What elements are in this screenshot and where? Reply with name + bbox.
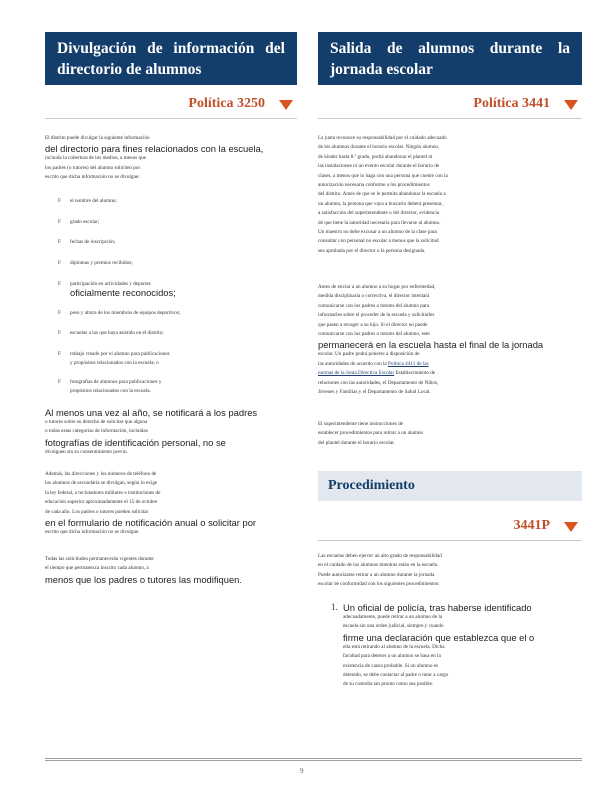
procedure-title: Procedimiento xyxy=(328,478,415,493)
text-line: o tutores sobre su derecho de solicitar que alguna xyxy=(45,419,148,425)
text-line: medida disciplinaria o correctiva, el director intentará xyxy=(318,293,430,300)
text-line: comunicarse con los padres o tutores del alumno, este xyxy=(318,331,430,338)
text-line: sea aprobada por el director o la persona designada. xyxy=(318,247,426,254)
text-line: Jóvenes y Familias y el Departamento de Salud Local. xyxy=(318,389,431,396)
left-paragraph-1 xyxy=(45,134,297,183)
left-title-line2: directorio de alumnos xyxy=(57,61,202,78)
right-section-title xyxy=(318,32,582,85)
right-paragraph-4 xyxy=(318,552,582,590)
list-item-text: grado escolar; xyxy=(70,219,100,225)
bullet-icon: F xyxy=(58,239,61,245)
text-line: el tiempo que permanezca inscrito cada alumno, a xyxy=(45,565,149,572)
list-item xyxy=(58,350,297,370)
text-line: a satisfacción del superintendente o del director, evidencia xyxy=(318,210,440,217)
left-paragraph-2 xyxy=(45,407,297,457)
text-line: en el cuidado de los alumnos mientras están en la escuela. xyxy=(318,562,439,569)
text-line: de kínder hasta 8.º grado, podrá abandonar el plantel ni xyxy=(318,153,433,160)
text-line: del distrito. Antes de que se le permita abandonar la escuela a xyxy=(318,191,446,198)
list-item-text: el nombre del alumno; xyxy=(70,198,117,204)
list-item-text: propósitos relacionados con la escuela. xyxy=(70,388,151,394)
text-line: El distrito puede divulgar la siguiente información xyxy=(45,135,150,141)
text-line: Al menos una vez al año, se notificará a los padres xyxy=(45,407,258,418)
list-item-text: fechas de inscripción; xyxy=(70,239,116,245)
left-section-title xyxy=(45,32,297,85)
text-line: Las escuelas deben ejercer un alto grado de responsabilidad xyxy=(318,553,442,559)
text-line: escrito que dicha información no se divulgue: xyxy=(45,174,140,181)
list-item-text: diplomas y premios recibidos; xyxy=(70,260,133,266)
text-line: de los alumnos durante el horario escolar. Ningún alumno, xyxy=(318,144,440,151)
text-line: ella está retirando al alumno de la escuela. Dicha xyxy=(343,643,445,650)
right-title-line1: Salida de alumnos durante la xyxy=(330,40,570,57)
text-line: divulguen sin su consentimiento previo. xyxy=(45,448,128,455)
text-line: permanecerá en la escuela hasta el final de la jornada xyxy=(318,339,544,351)
text-line: autorización necesaria conforme a los procedimientos xyxy=(318,182,430,189)
text-line: o todas estas categorías de información, incluidas xyxy=(45,428,148,435)
text-line: las instalaciones ni un evento escolar durante el horario de xyxy=(318,163,440,170)
right-policy-header xyxy=(318,94,582,119)
text-line: firme una declaración que establezca que el o xyxy=(343,631,535,643)
text-line: clases, a menos que lo haga con una persona que cuente con la xyxy=(318,172,448,179)
text-line: escrito que dicha información no se divulgue. xyxy=(45,529,140,536)
text-span: las autoridades de acuerdo con la xyxy=(318,360,389,367)
text-line xyxy=(318,369,582,378)
text-line: que pasen a recoger a su hijo. Si el director no puede xyxy=(318,321,428,328)
list-item-text: oficialmente reconocidos; xyxy=(70,287,176,298)
bullet-icon: F xyxy=(58,330,61,336)
text-line: los padres (o tutores) del alumno soliciten por xyxy=(45,164,141,171)
procedure-header xyxy=(318,471,582,501)
list-item-text: fotografías de alumnos para publicaciones y xyxy=(70,379,162,385)
text-line xyxy=(318,360,582,369)
text-line: de que tiene la autoridad necesaria para llevarse al alumno. xyxy=(318,219,441,226)
text-line: escolar de conformidad con los siguientes procedimientos: xyxy=(318,581,440,588)
text-line: fotografías de identificación personal, no se xyxy=(45,436,226,448)
bullet-icon: F xyxy=(58,219,61,225)
policy-number: 3441 xyxy=(522,96,550,111)
text-line: en el formulario de notificación anual o solicitar por xyxy=(45,517,257,529)
right-policy-label xyxy=(473,94,550,114)
text-line: comunicarse con los padres o tutores del alumno para xyxy=(318,302,430,309)
text-line: consultar con personal no escolar a menos que la solicitud xyxy=(318,238,439,245)
policy-4411-link[interactable]: Política 4411 de las xyxy=(388,360,429,367)
text-line: de cada año. Los padres o tutores pueden solicitar xyxy=(45,508,149,515)
board-rules-link[interactable]: normas de la Junta Directiva Escolar xyxy=(318,370,395,377)
triangle-down-icon xyxy=(564,522,578,532)
list-item-text: escuelas a las que haya asistido en el distrito; xyxy=(70,330,164,336)
text-line: El superintendente tiene instrucciones de xyxy=(318,421,403,427)
text-line: relaciones con las autoridades, el Departamento de Niños, xyxy=(318,379,439,386)
text-line: menos que los padres o tutores las modifiquen. xyxy=(45,573,242,585)
procedure-number: 3441P xyxy=(513,518,550,533)
bullet-icon: F xyxy=(58,379,61,385)
footer-rule xyxy=(45,758,582,759)
text-line: del plantel durante el horario escolar. xyxy=(318,439,395,446)
text-span: Establecimiento de xyxy=(394,370,436,377)
bullet-icon: F xyxy=(58,198,61,204)
text-line: del directorio para fines relacionados con la escuela, xyxy=(45,143,264,155)
page-number: 9 xyxy=(300,767,304,775)
list-item xyxy=(58,378,297,398)
list-item-text: y propósitos relacionados con la escuela; o xyxy=(70,360,159,366)
list-item-text: peso y altura de los miembros de equipos deportivos; xyxy=(70,310,181,316)
text-line: escolar. Un padre podrá ponerse a disposición de xyxy=(318,351,420,358)
procedure-number-header xyxy=(318,516,582,541)
text-line: Todas las solicitudes permanecerán vigentes durante xyxy=(45,556,154,562)
right-paragraph-2 xyxy=(318,283,582,397)
list-number: 1. xyxy=(331,602,338,612)
bullet-icon: F xyxy=(58,310,61,316)
text-line: educación superior aproximadamente el 15 de octubre xyxy=(45,499,158,506)
text-line: facultad para detener a un alumno se basa en la xyxy=(343,653,441,660)
bullet-icon: F xyxy=(58,351,61,357)
text-line: un alumno, la persona que vaya a buscarlo deberá presentar, xyxy=(318,200,443,207)
list-item-text: trabajo creado por el alumno para publicaciones xyxy=(70,351,170,357)
text-line: los alumnos de secundaria se divulgan, según lo exige xyxy=(45,480,158,487)
left-paragraph-4 xyxy=(45,555,297,585)
text-line: Un maestro no debe excusar a un alumno de la clase para xyxy=(318,229,437,236)
left-policy-header xyxy=(45,94,297,119)
policy-prefix: Política xyxy=(473,96,522,111)
left-paragraph-3 xyxy=(45,470,297,537)
text-line: adecuadamente, puede retirar a un alumno de la xyxy=(343,614,443,620)
procedure-item-1 xyxy=(343,602,582,690)
bullet-icon: F xyxy=(58,281,61,287)
text-line: Antes de enviar a un alumno a su hogar por enfermedad, xyxy=(318,284,436,290)
text-line: existencia de causa probable. Si un alumno es xyxy=(343,662,439,669)
text-line: Puede autorizarse retirar a un alumno durante la jornada xyxy=(318,571,435,578)
left-title-line1: Divulgación de información del xyxy=(57,40,285,57)
text-line: escuela sin una orden judicial, siempre y cuando xyxy=(343,623,444,630)
left-policy-label: Política 3250 xyxy=(188,96,265,111)
text-line: incluida la cobertura de los medios, a menos que xyxy=(45,155,146,162)
text-line: establecer procedimientos para retirar a un alumno xyxy=(318,430,424,437)
text-line: La junta reconoce su responsabilidad por el cuidado adecuado xyxy=(318,135,447,141)
text-line: Además, las direcciones y los números de teléfono de xyxy=(45,471,157,477)
triangle-down-icon xyxy=(279,100,293,110)
right-paragraph-1 xyxy=(318,134,582,256)
right-paragraph-3 xyxy=(318,420,582,448)
bullet-icon: F xyxy=(58,260,61,266)
text-line: la ley federal, a reclutadores militares e instituciones de xyxy=(45,489,161,496)
list-item xyxy=(58,280,297,302)
text-line: informarles sobre el proceder de la escuela y solicitarles xyxy=(318,312,435,319)
list-item-text: participación en actividades y deportes xyxy=(70,281,151,287)
right-title-line2: jornada escolar xyxy=(330,61,433,78)
triangle-down-icon xyxy=(564,100,578,110)
footer-rule xyxy=(45,760,582,761)
text-line: Un oficial de policía, tras haberse identificado xyxy=(343,602,532,613)
text-line: de su custodia tan pronto como sea posible. xyxy=(343,681,434,688)
text-line: detenido, se debe contactar al padre o tutor a cargo xyxy=(343,672,449,679)
